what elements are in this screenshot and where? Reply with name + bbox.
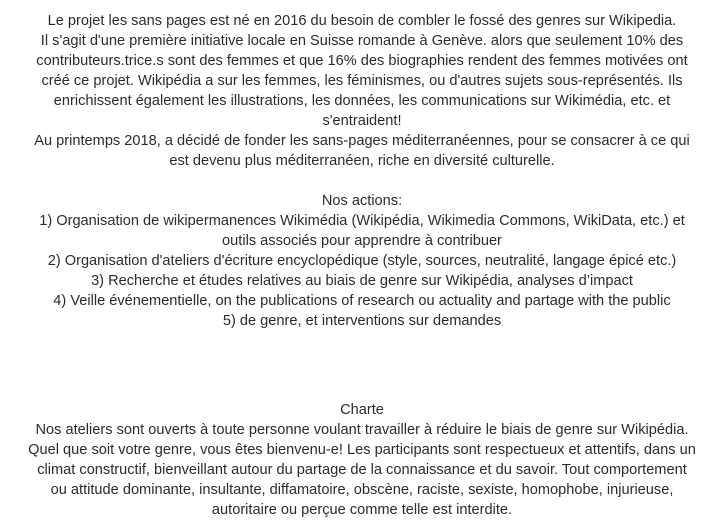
- intro-line: Le projet les sans pages est né en 2016 du besoin de combler le fossé des genres sur Wikipedia.: [47, 13, 677, 29]
- charte-heading: Charte: [340, 402, 384, 418]
- document-body: [0, 11, 724, 520]
- action-item: 4) Veille événementielle, on the publications of research ou actuality and partage with the public: [53, 293, 671, 309]
- intro-line: Au printemps 2018, a décidé de fonder les sans-pages méditerranéennes, pour se consacrer à ce qui: [34, 133, 690, 149]
- charte-line: climat constructif, bienveillant autour du partage de la connaissance et du savoir. Tout comportement: [37, 462, 687, 478]
- spacer: [0, 171, 724, 191]
- charte-line: autoritaire ou perçue comme telle est interdite.: [211, 502, 513, 518]
- actions-section: [0, 191, 724, 331]
- charte-line: Nos ateliers sont ouverts à toute personne voulant travailler à réduire le biais de genre sur Wikipédia.: [35, 422, 689, 438]
- intro-line: créé ce projet. Wikipédia a sur les femmes, les féminismes, ou d'autres sujets sous-représentés. Ils: [41, 73, 683, 89]
- intro-section: [0, 11, 724, 171]
- action-item: 2) Organisation d'ateliers d'écriture encyclopédique (style, sources, neutralité, langage épicé etc.): [47, 253, 677, 269]
- charte-line: Quel que soit votre genre, vous êtes bienvenu-e! Les participants sont respectueux et attentifs, dans un: [28, 442, 696, 458]
- action-item: 3) Recherche et études relatives au biais de genre sur Wikipédia, analyses d’impact: [91, 273, 633, 289]
- intro-line: s'entraident!: [322, 113, 402, 129]
- intro-line: contributeurs.trice.s sont des femmes et que 16% des biographies rendent des femmes motivées ont: [36, 53, 688, 69]
- intro-line: est devenu plus méditerranéen, riche en diversité culturelle.: [169, 153, 555, 169]
- actions-heading: Nos actions:: [321, 193, 403, 209]
- charte-section: [0, 400, 724, 520]
- intro-line: Il s'agit d'une première initiative locale en Suisse romande à Genève. alors que seulement 10% des: [40, 33, 684, 49]
- action-item: outils associés pour apprendre à contribuer: [222, 233, 502, 249]
- spacer: [0, 331, 724, 400]
- action-item: 1) Organisation de wikipermanences Wikimédia (Wikipédia, Wikimedia Commons, WikiData, etc.) et: [39, 213, 685, 229]
- action-item: 5) de genre, et interventions sur demandes: [222, 313, 502, 329]
- charte-line: ou attitude dominante, insultante, diffamatoire, obscène, raciste, sexiste, homophobe, injurieuse,: [50, 482, 674, 498]
- intro-line: enrichissent également les illustrations, les données, les communications sur Wikimédia, etc. et: [53, 93, 671, 109]
